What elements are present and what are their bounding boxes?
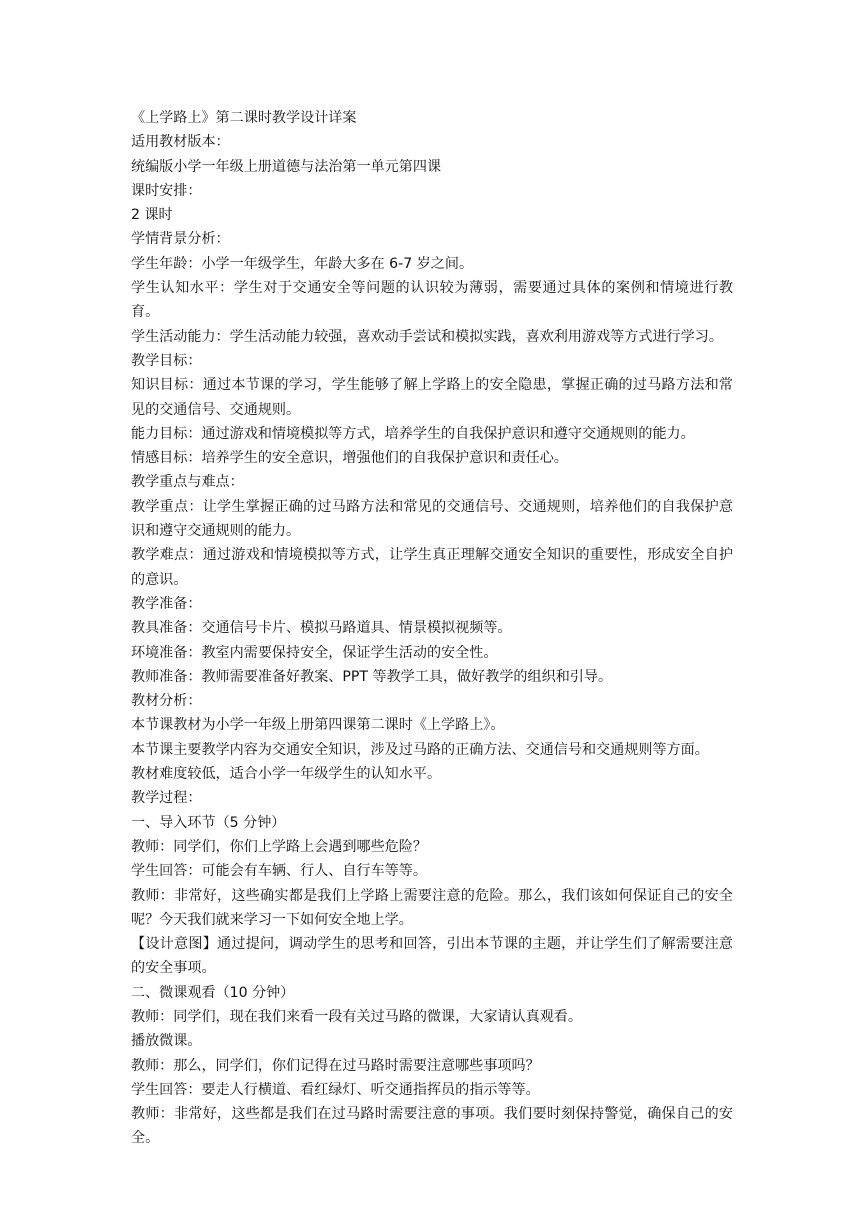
- text-line: 知识目标：通过本节课的学习，学生能够了解上学路上的安全隐患，掌握正确的过马路方法和常见的交通信号、交通规则。: [131, 377, 733, 418]
- text-line: 教学重点与难点：: [131, 474, 244, 491]
- text-line: 学生活动能力：学生活动能力较强，喜欢动手尝试和模拟实践，喜欢利用游戏等方式进行学习。: [131, 328, 723, 345]
- text-line: 情感目标：培养学生的安全意识，增强他们的自我保护意识和责任心。: [131, 450, 568, 467]
- text-line: 本节课教材为小学一年级上册第四课第二课时《上学路上》。: [131, 717, 505, 734]
- text-line: 教师：同学们，现在我们来看一段有关过马路的微课，大家请认真观看。: [131, 1008, 582, 1025]
- text-line: 教学目标：: [131, 352, 202, 369]
- text-line: 学生年龄：小学一年级学生，年龄大多在 6-7 岁之间。: [131, 255, 474, 272]
- text-line: 教具准备：交通信号卡片、模拟马路道具、情景模拟视频等。: [131, 620, 512, 637]
- text-line: 教学重点：让学生掌握正确的过马路方法和常见的交通信号、交通规则，培养他们的自我保护意识和遵守交通规则的能力。: [131, 498, 733, 540]
- text-line: 课时安排：: [131, 182, 202, 199]
- text-line: 适用教材版本：: [131, 134, 230, 151]
- text-line: 【设计意图】通过提问，调动学生的思考和回答，引出本节课的主题，并让学生们了解需要注意的安全事项。: [131, 936, 733, 977]
- text-line: 教师：同学们，你们上学路上会遇到哪些危险？: [131, 838, 427, 855]
- text-line: 教学难点：通过游戏和情境模拟等方式，让学生真正理解交通安全知识的重要性，形成安全自护的意识。: [131, 547, 733, 588]
- text-line: 学生认知水平：学生对于交通安全等问题的认识较为薄弱，需要通过具体的案例和情境进行教育。: [131, 280, 733, 321]
- text-line: 教材难度较低，适合小学一年级学生的认知水平。: [131, 766, 442, 783]
- text-line: 本节课主要教学内容为交通安全知识，涉及过马路的正确方法、交通信号和交通规则等方面。: [131, 741, 709, 758]
- text-line: 教学准备：: [131, 595, 202, 612]
- text-line: 播放微课。: [131, 1033, 202, 1050]
- text-line: 环境准备：教室内需要保持安全，保证学生活动的安全性。: [131, 644, 498, 661]
- text-line: 学生回答：可能会有车辆、行人、自行车等等。: [131, 863, 427, 880]
- text-line: 统编版小学一年级上册道德与法治第一单元第四课: [131, 158, 442, 175]
- text-line: 教师：非常好，这些都是我们在过马路时需要注意的事项。我们要时刻保持警觉，确保自己的安全。: [131, 1106, 733, 1147]
- text-line: 能力目标：通过游戏和情境模拟等方式，培养学生的自我保护意识和遵守交通规则的能力。: [131, 425, 695, 442]
- text-line: 学生回答：要走人行横道、看红绿灯、听交通指挥员的指示等等。: [131, 1081, 540, 1098]
- text-line: 教学过程：: [131, 790, 202, 807]
- text-line: 一、导入环节（5 分钟）: [131, 814, 286, 831]
- document-title: 《上学路上》第二课时教学设计详案: [131, 110, 357, 126]
- text-line: 教师准备：教师需要准备好教案、PPT 等教学工具，做好教学的组织和引导。: [131, 668, 613, 685]
- document-body: [131, 106, 733, 1151]
- text-line: 2 课时: [131, 207, 173, 224]
- text-line: 二、微课观看（10 分钟）: [131, 984, 295, 1001]
- text-line: 教师：那么，同学们，你们记得在过马路时需要注意哪些事项吗？: [131, 1057, 540, 1074]
- text-line: 教材分析：: [131, 693, 202, 710]
- text-line: 教师：非常好，这些确实都是我们上学路上需要注意的危险。那么，我们该如何保证自己的安全呢？今天我们就来学习一下如何安全地上学。: [131, 887, 733, 928]
- text-line: 学情背景分析：: [131, 231, 230, 248]
